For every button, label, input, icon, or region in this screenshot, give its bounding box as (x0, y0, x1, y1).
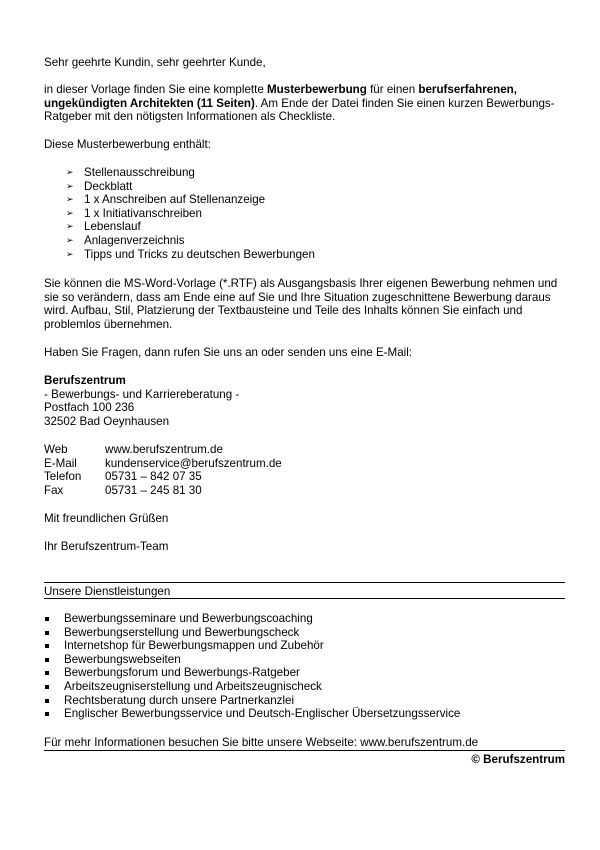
square-bullet-icon (45, 658, 49, 662)
greeting: Sehr geehrte Kundin, sehr geehrter Kunde, (44, 56, 266, 69)
list-item: Englischer Bewerbungsservice und Deutsch-Englischer Übersetzungsservice (44, 707, 565, 721)
contents-heading: Diese Musterbewerbung enthält: (44, 138, 211, 151)
list-item: Bewerbungswebseiten (44, 653, 565, 667)
arrow-bullet-icon: ➢ (66, 221, 74, 232)
divider-line (44, 598, 565, 599)
square-bullet-icon (45, 617, 49, 621)
list-item: ➢ 1 x Initiativanschreiben (66, 206, 202, 220)
list-item: ➢ Deckblatt (66, 179, 133, 193)
signature-text: Ihr Berufszentrum-Team (44, 540, 169, 553)
copyright-text: © Berufszentrum (471, 753, 565, 766)
divider-line (44, 582, 565, 583)
contact-label: Telefon (44, 470, 82, 484)
contact-row-web (44, 443, 565, 457)
square-bullet-icon (45, 644, 49, 648)
contact-value-web[interactable]: www.berufszentrum.de (105, 443, 223, 456)
contact-table (44, 443, 565, 497)
arrow-bullet-icon: ➢ (66, 207, 74, 218)
list-item: Arbeitszeugniserstellung und Arbeitszeugnischeck (44, 680, 565, 694)
square-bullet-icon (45, 699, 49, 703)
intro-text-3: . Am Ende der Datei finden Sie einen kurzen Bewerbungs-Ratgeber mit den nötigsten Informationen als Checkliste. (44, 96, 555, 124)
questions-text: Haben Sie Fragen, dann rufen Sie uns an oder senden uns eine E-Mail: (44, 346, 413, 359)
address-line: - Bewerbungs- und Karriereberatung - (44, 387, 240, 401)
arrow-bullet-icon: ➢ (66, 167, 74, 177)
address-line: Postfach 100 236 (44, 401, 135, 415)
services-list (44, 612, 565, 721)
intro-text-2: für einen (366, 83, 419, 96)
intro-bold-musterbewerbung: Musterbewerbung (267, 83, 367, 96)
intro-paragraph (44, 83, 565, 124)
intro-text-1: in dieser Vorlage finden Sie eine komplette (44, 83, 267, 96)
address-line: 32502 Bad Oeynhausen (44, 414, 170, 428)
contents-list (44, 166, 565, 261)
address-block (44, 374, 565, 428)
more-info-text: Für mehr Informationen besuchen Sie bitte unsere Webseite: www.berufszentrum.de (44, 736, 479, 749)
usage-paragraph: Sie können die MS-Word-Vorlage (*.RTF) als Ausgangsbasis Ihrer eigenen Bewerbung nehmen und sie so verändern, dass am Ende eine auf Sie und Ihre Situation zugeschnittene Bewerbung daraus wird. Aufbau, Stil, Platzierung der Textbausteine und Teile des Inhalts können Sie einfach und problemlos übernehmen. (44, 277, 558, 331)
divider-line (44, 750, 565, 751)
list-item: ➢ Anlagenverzeichnis (66, 233, 185, 247)
contact-label: E-Mail (44, 456, 77, 470)
services-heading: Unsere Dienstleistungen (44, 585, 171, 598)
contact-value-phone: 05731 – 842 07 35 (105, 470, 202, 484)
contact-label: Web (44, 443, 68, 456)
arrow-bullet-icon: ➢ (66, 194, 74, 205)
square-bullet-icon (45, 712, 49, 716)
list-item: ➢ 1 x Anschreiben auf Stellenanzeige (66, 193, 266, 207)
contact-row-phone (44, 470, 565, 484)
contact-value-email[interactable]: kundenservice@berufszentrum.de (105, 456, 282, 470)
contact-value-fax: 05731 – 245 81 30 (105, 483, 202, 497)
list-item: ➢ Stellenausschreibung (66, 166, 195, 179)
intro-bold-architect: berufserfahrenen, ungekündigten Architekten (11 Seiten) (44, 83, 517, 110)
contact-row-email (44, 457, 565, 471)
list-item: Bewerbungserstellung und Bewerbungscheck (44, 626, 565, 640)
square-bullet-icon (45, 671, 49, 675)
square-bullet-icon (45, 685, 49, 689)
list-item: ➢ Lebenslauf (66, 220, 141, 234)
closing-text: Mit freundlichen Grüßen (44, 512, 169, 525)
list-item: Bewerbungsforum und Bewerbungs-Ratgeber (44, 666, 565, 680)
list-item: Bewerbungsseminare und Bewerbungscoaching (44, 612, 565, 626)
company-name: Berufszentrum (44, 374, 126, 387)
contact-row-fax (44, 484, 565, 498)
arrow-bullet-icon: ➢ (66, 234, 74, 245)
arrow-bullet-icon: ➢ (66, 248, 74, 259)
list-item: Internetshop für Bewerbungsmappen und Zubehör (44, 639, 565, 653)
arrow-bullet-icon: ➢ (66, 180, 74, 191)
square-bullet-icon (45, 631, 49, 635)
contact-label: Fax (44, 483, 64, 497)
list-item: Rechtsberatung durch unsere Partnerkanzlei (44, 694, 565, 708)
list-item: ➢ Tipps und Tricks zu deutschen Bewerbungen (66, 247, 315, 261)
